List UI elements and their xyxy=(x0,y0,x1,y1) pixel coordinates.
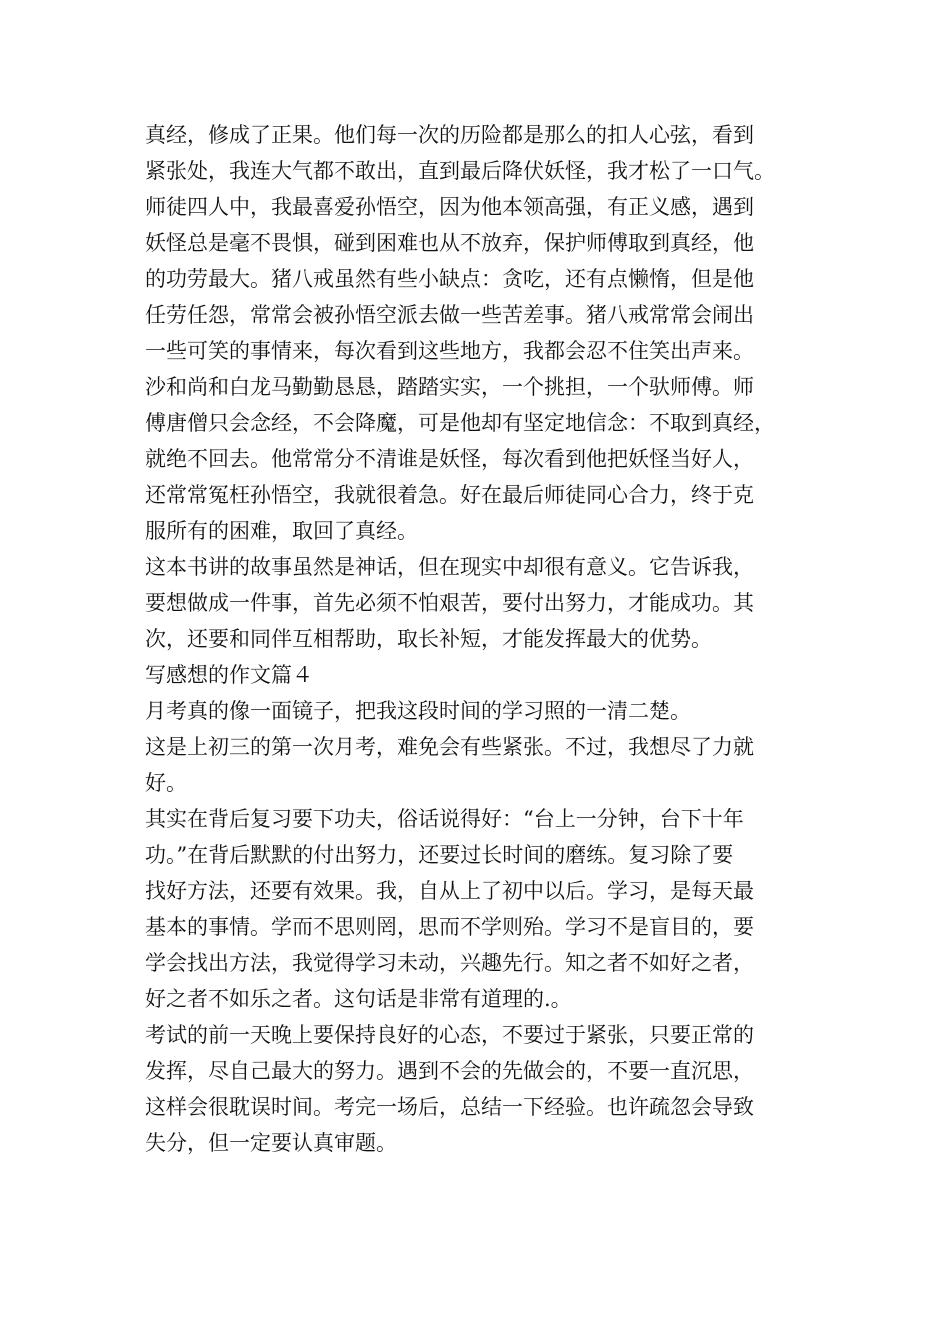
text-line: 任劳任怨，常常会被孙悟空派去做一些苦差事。猪八戒常常会闹出 xyxy=(145,303,754,327)
text-line: 紧张处，我连大气都不敢出，直到最后降伏妖怪，我才松了一口气。 xyxy=(145,159,775,183)
text-line: 师徒四人中，我最喜爱孙悟空，因为他本领高强，有正义感，遇到 xyxy=(145,195,754,219)
text-line: 考试的前一天晚上要保持良好的心态，不要过于紧张，只要正常的 xyxy=(145,1023,754,1047)
section-heading: 写感想的作文篇４ xyxy=(145,663,313,687)
text-line: 好。 xyxy=(145,771,187,795)
text-line: 这本书讲的故事虽然是神话，但在现实中却很有意义。它告诉我， xyxy=(145,555,754,579)
text-line: 的功劳最大。猪八戒虽然有些小缺点：贪吃，还有点懒惰，但是他 xyxy=(145,267,754,291)
text-line: 基本的事情。学而不思则罔，思而不学则殆。学习不是盲目的，要 xyxy=(145,915,754,939)
text-line: 真经，修成了正果。他们每一次的历险都是那么的扣人心弦，看到 xyxy=(145,123,754,147)
document-body xyxy=(145,117,825,1161)
text-line: 还常常冤枉孙悟空，我就很着急。好在最后师徒同心合力，终于克 xyxy=(145,483,754,507)
text-line: 就绝不回去。他常常分不清谁是妖怪，每次看到他把妖怪当好人， xyxy=(145,447,754,471)
text-line: 失分，但一定要认真审题。 xyxy=(145,1131,397,1155)
text-line: 这是上初三的第一次月考，难免会有些紧张。不过，我想尽了力就 xyxy=(145,735,754,759)
text-line: 这样会很耽误时间。考完一场后，总结一下经验。也许疏忽会导致 xyxy=(145,1095,754,1119)
text-line: 学会找出方法，我觉得学习未动，兴趣先行。知之者不如好之者， xyxy=(145,951,754,975)
text-line: 要想做成一件事，首先必须不怕艰苦，要付出努力，才能成功。其 xyxy=(145,591,754,615)
text-line: 沙和尚和白龙马勤勤恳恳，踏踏实实，一个挑担，一个驮师傅。师 xyxy=(145,375,754,399)
text-line: 次，还要和同伴互相帮助，取长补短，才能发挥最大的优势。 xyxy=(145,627,712,651)
text-line: 好之者不如乐之者。这句话是非常有道理的.。 xyxy=(145,987,572,1011)
text-line: 发挥，尽自己最大的努力。遇到不会的先做会的，不要一直沉思， xyxy=(145,1059,754,1083)
text-line: 月考真的像一面镜子，把我这段时间的学习照的一清二楚。 xyxy=(145,699,691,723)
text-line: 妖怪总是毫不畏惧，碰到困难也从不放弃，保护师傅取到真经，他 xyxy=(145,231,754,255)
text-line: 功。”在背后默默的付出努力，还要过长时间的磨练。复习除了要 xyxy=(145,843,734,867)
text-line: 一些可笑的事情来，每次看到这些地方，我都会忍不住笑出声来。 xyxy=(145,339,754,363)
text-line: 服所有的困难，取回了真经。 xyxy=(145,519,418,543)
text-line: 找好方法，还要有效果。我，自从上了初中以后。学习，是每天最 xyxy=(145,879,754,903)
text-line: 傅唐僧只会念经，不会降魔，可是他却有坚定地信念：不取到真经， xyxy=(145,411,775,435)
text-line: 其实在背后复习要下功夫，俗话说得好：“台上一分钟，台下十年 xyxy=(145,807,744,831)
